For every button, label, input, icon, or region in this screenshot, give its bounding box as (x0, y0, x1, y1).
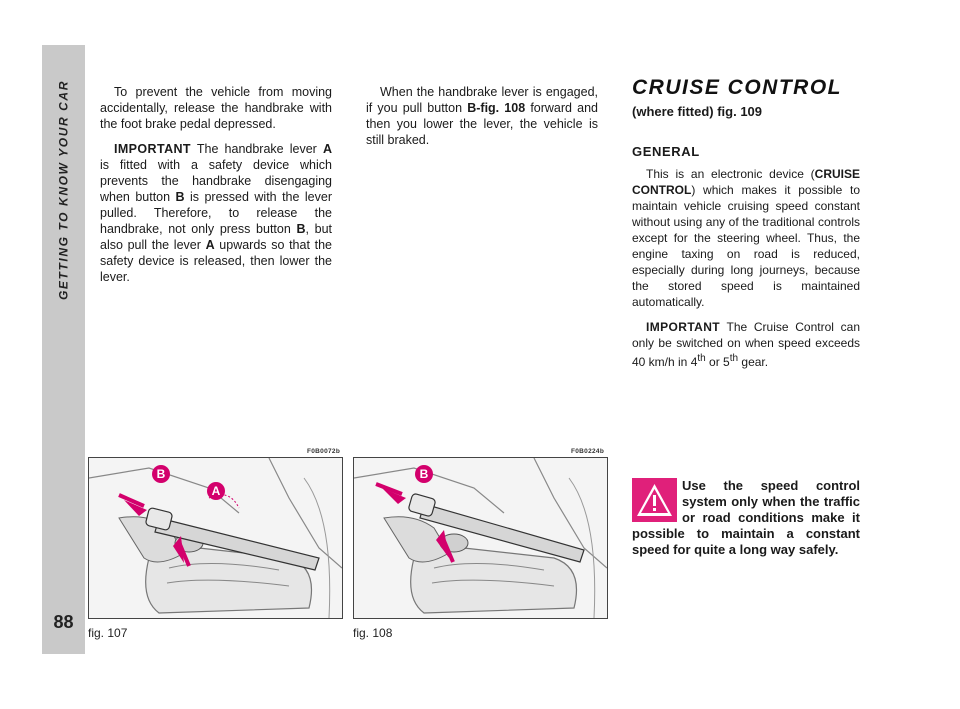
warning-triangle-icon (632, 478, 677, 522)
section-subheading: (where fitted) fig. 109 (632, 104, 763, 119)
button-label: B (175, 190, 185, 204)
column-3 (632, 76, 860, 379)
figure-107-illustration (88, 457, 343, 619)
lever-label: A (322, 142, 332, 156)
callout-a: A (211, 484, 221, 498)
figure-code: F0B0072b (307, 448, 341, 455)
paragraph-cruise-important: IMPORTANT The Cruise Control can only be switched on when speed exceeds 40 km/h in 4th or 5th gear. (632, 320, 860, 369)
important-label: IMPORTANT (646, 320, 721, 334)
column-2 (366, 84, 598, 157)
figure-code: F0B0224b (571, 448, 605, 455)
handbrake-illustration (89, 458, 342, 618)
section-title: GETTING TO KNOW YOUR CAR (56, 80, 71, 300)
figure-108-illustration (353, 457, 608, 619)
important-label: IMPORTANT (114, 142, 191, 156)
cruise-control-label: CRUISE CONTROL (632, 167, 860, 197)
section-heading: CRUISE CONTROL (632, 76, 842, 99)
handbrake-button-illustration (354, 458, 607, 618)
figure-caption: fig. 108 (353, 626, 393, 640)
warning-text: Use the speed control system only when the traffic or road conditions make it possible to maintain a constant speed for quite a long way safely. (632, 478, 860, 557)
column-1 (100, 84, 332, 294)
callout-b: B (419, 467, 429, 481)
figure-caption: fig. 107 (88, 626, 128, 640)
paragraph-handbrake-engaged: When the handbrake lever is engaged, if you pull button B-fig. 108 forward and then you lower the lever, the vehicle is still braked. (366, 85, 599, 147)
subsection-heading: GENERAL (632, 144, 700, 159)
callout-b: B (156, 467, 166, 481)
page-number: 88 (53, 612, 74, 632)
warning-box (632, 478, 860, 558)
figure-reference: B-fig. 108 (467, 101, 526, 115)
paragraph-cruise-description: This is an electronic device (CRUISE CONTROL) which makes it possible to maintain vehicle cruising speed constant without using any of the traditional controls except for the steering wheel. Thus, the engine taxing on road is reduced, especially during long journeys, because the stored speed is maintained automatically. (632, 167, 860, 309)
lever-label: A (205, 238, 215, 252)
paragraph-release-handbrake: To prevent the vehicle from moving accidentally, release the handbrake with the foot brake pedal depressed. (100, 85, 332, 131)
paragraph-important-safety: IMPORTANT The handbrake lever A is fitted with a safety device which prevents the handbrake disengaging when button B is pressed with the lever pulled. Therefore, to release the handbrake, not only press button B, but also pull the lever A upwards so that the safety device is released, then lower the lever. (100, 142, 332, 284)
button-label: B (296, 222, 306, 236)
